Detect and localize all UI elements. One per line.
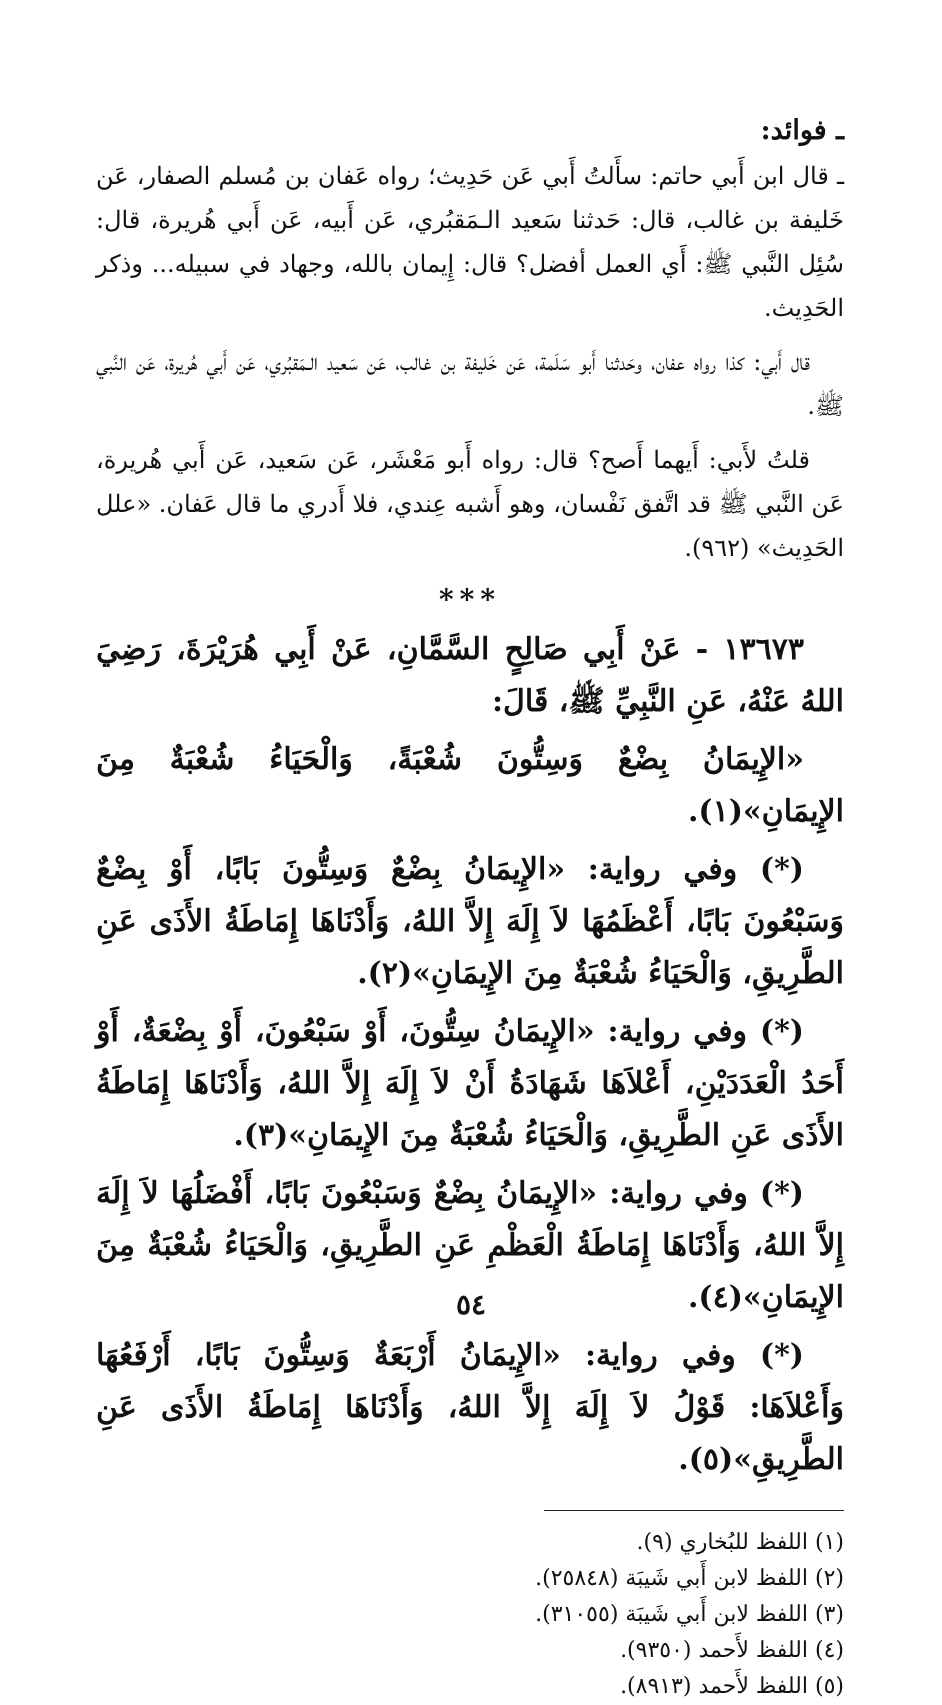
footnote-divider	[544, 1510, 844, 1511]
footnote-2: (٢) اللفظ لابن أَبي شَيبَة (٢٥٨٤٨).	[535, 1566, 844, 1591]
hadith-riwaya-2: (*) وفي رواية: «الإِيمَانُ سِتُّونَ، أَوْ سَبْعُونَ، أَوْ بِضْعَةٌ، أَوْ أَحَدُ الْعَدَدَيْنِ، أَعْلاَهَا شَهَادَةُ أَنْ لاَ إِلَهَ إِلاَّ اللهُ، وَأَدْنَاهَا إِمَاطَةُ الأَذَى عَنِ الطَّرِيقِ، وَالْحَيَاءُ شُعْبَةٌ مِنَ الإِيمَانِ»(٣).	[96, 1014, 844, 1153]
hadith-isnad: ١٣٦٧٣ - عَنْ أَبِي صَالِحٍ السَّمَّانِ، عَنْ أَبِي هُرَيْرَةَ، رَضِيَ اللهُ عَنْهُ، عَنِ النَّبِيِّ ﷺ، قَالَ:	[96, 632, 844, 719]
fawaid-heading: ـ فوائد:	[760, 115, 844, 146]
section-separator: ***	[439, 583, 501, 616]
fawaid-paragraph-1: ـ قال ابن أَبي حاتم: سأَلتُ أَبي عَن حَدِيث؛ رواه عَفان بن مُسلم الصفار، عَن خَليفة بن غالب، قال: حَدثنا سَعيد الـمَقبُري، عَن أَبيه، عَن أَبي هُريرة، قال: سُئِل النَّبي ﷺ: أَي العمل أفضل؟ قال: إِيمان بالله، وجهاد في سبيله... وذكر الحَدِيث.	[96, 162, 844, 322]
hadith-riwaya-1: (*) وفي رواية: «الإِيمَانُ بِضْعٌ وَسِتُّونَ بَابًا، أَوْ بِضْعٌ وَسَبْعُونَ بَابًا، أَعْظَمُهَا لاَ إِلَهَ إِلاَّ اللهُ، وَأَدْنَاهَا إِمَاطَةُ الأَذَى عَنِ الطَّرِيقِ، وَالْحَيَاءُ شُعْبَةٌ مِنَ الإِيمَانِ»(٢).	[96, 852, 844, 991]
hadith-riwaya-3: (*) وفي رواية: «الإِيمَانُ بِضْعٌ وَسَبْعُونَ بَابًا، أَفْضَلُهَا لاَ إِلَهَ إِلاَّ اللهُ، وَأَدْنَاهَا إِمَاطَةُ الْعَظْمِ عَنِ الطَّرِيقِ، وَالْحَيَاءُ شُعْبَةٌ مِنَ الإِيمَانِ»(٤).	[96, 1176, 844, 1315]
hadith-matn: «الإِيمَانُ بِضْعٌ وَسِتُّونَ شُعْبَةً، وَالْحَيَاءُ شُعْبَةٌ مِنَ الإِيمَانِ»(١).	[96, 742, 844, 829]
footnote-4: (٤) اللفظ لأَحمد (٩٣٥٠).	[620, 1638, 844, 1663]
fawaid-paragraph-3: قلتُ لأَبي: أَيهما أَصح؟ قال: رواه أَبو مَعْشَر، عَن سَعيد، عَن أَبي هُريرة، عَن النَّبي ﷺ قد اتَّفق نَفْسان، وهو أَشبه عِندي، فلا أَدري ما قال عَفان. «علل الحَدِيث» (٩٦٢).	[96, 446, 844, 562]
footnote-3: (٣) اللفظ لابن أَبي شَيبَة (٣١٠٥٥).	[535, 1602, 844, 1627]
fawaid-paragraph-2: قال أَبي: كذا رواه عفان، وحَدثنا أَبو سَلَمة، عَن خَليفة بن غالب، عَن سَعيد الـمَقبُري، عَن أَبي هُريرة، عَن النَّبي ﷺ.	[96, 348, 844, 420]
footnote-5: (٥) اللفظ لأَحمد (٨٩١٣).	[620, 1674, 844, 1699]
page-number: ٥٤	[455, 1288, 487, 1321]
footnote-1: (١) اللفظ للبُخاري (٩).	[636, 1530, 844, 1555]
hadith-riwaya-4: (*) وفي رواية: «الإِيمَانُ أَرْبَعَةٌ وَسِتُّونَ بَابًا، أَرْفَعُهَا وَأَعْلاَهَا: قَوْلُ لاَ إِلَهَ إِلاَّ اللهُ، وَأَدْنَاهَا إِمَاطَةُ الأَذَى عَنِ الطَّرِيقِ»(٥).	[96, 1338, 844, 1477]
